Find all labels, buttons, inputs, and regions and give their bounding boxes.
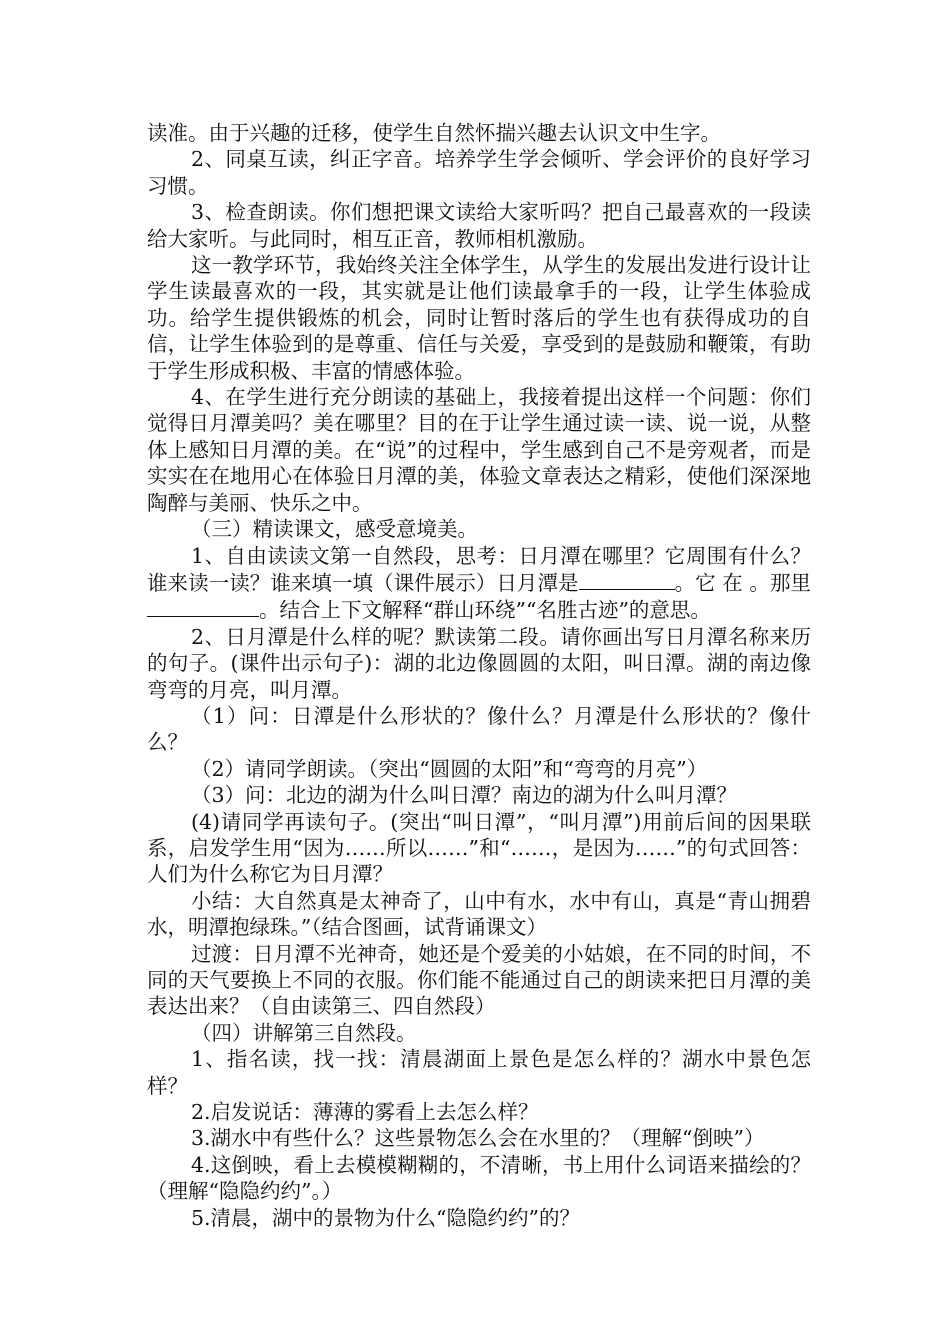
paragraph: 小结：大自然真是太神奇了，山中有水，水中有山，真是“青山拥碧水，明潭抱绿珠。”（结合图画，试背诵课文）: [147, 888, 811, 940]
paragraph: （2）请同学朗读。（突出“圆圆的太阳”和“弯弯的月亮”）: [191, 756, 708, 781]
section-heading: （四）讲解第三自然段。: [191, 1020, 417, 1045]
paragraph: （3）问：北边的湖为什么叫日潭？南边的湖为什么叫月潭？: [191, 783, 738, 808]
fill-text-2: 。它 在 。那里: [674, 570, 811, 595]
paragraph: 5.清晨，湖中的景物为什么“隐隐约约”的？: [191, 1205, 581, 1230]
section-heading: （三）精读课文，感受意境美。: [191, 517, 478, 542]
fill-blank: [147, 596, 259, 617]
paragraph: 2、日月潭是什么样的呢？默读第二段。请你画出写日月潭名称来历的句子。(课件出示句子)：湖的北边像圆圆的太阳，叫日潭。湖的南边像弯弯的月亮，叫月潭。: [147, 624, 811, 702]
fill-in-paragraph: [147, 543, 811, 624]
fill-text-1: 1、自由读读文第一自然段，思考：日月潭在哪里？它周围有什么？谁来读一读？谁来填一填（课件展示）日月潭是: [147, 543, 811, 595]
paragraph: 这一教学环节，我始终关注全体学生，从学生的发展出发进行设计让学生读最喜欢的一段，其实就是让他们读最拿手的一段，让学生体验成功。给学生提供锻炼的机会，同时让暂时落后的学生也有获得成功的自信，让学生体验到的是尊重、信任与关爱，享受到的是鼓励和鞭策，有助于学生形成积极、丰富的情感体验。: [147, 253, 811, 383]
paragraph: 4.这倒映，看上去模模糊糊的，不清晰，书上用什么词语来描绘的？（理解“隐隐约约”。）: [147, 1152, 811, 1204]
fill-blank: [579, 569, 675, 590]
paragraph: 1、指名读，找一找：清晨湖面上景色是怎么样的？湖水中景色怎样？: [147, 1047, 811, 1098]
paragraph: 2、同桌互读，纠正字音。培养学生学会倾听、学会评价的良好学习习惯。: [147, 147, 811, 198]
paragraph: 4、在学生进行充分朗读的基础上，我接着提出这样一个问题：你们觉得日月潭美吗？美在哪里？目的在于让学生通过读一读、说一说，从整体上感知日月潭的美。在“说”的过程中，学生感到自己不是旁观者，而是实实在在地用心在体验日月潭的美，体验文章表达之精彩，使他们深深地陶醉与美丽、快乐之中。: [147, 385, 811, 515]
document-page: [147, 120, 811, 1231]
fill-text-3: 。结合上下文解释“群山环绕”“名胜古迹”的意思。: [259, 598, 711, 623]
paragraph: 读准。由于兴趣的迁移，使学生自然怀揣兴趣去认识文中生字。: [147, 121, 721, 145]
paragraph: 过渡：日月潭不光神奇，她还是个爱美的小姑娘，在不同的时间，不同的天气要换上不同的衣服。你们能不能通过自己的朗读来把日月潭的美表达出来？（自由读第三、四自然段）: [147, 941, 811, 1019]
paragraph: 3.湖水中有些什么？这些景物怎么会在水里的？（理解“倒映”）: [191, 1126, 765, 1151]
paragraph: 2.启发说话：薄薄的雾看上去怎么样？: [191, 1100, 539, 1125]
paragraph: (4)请同学再读句子。(突出“叫日潭”，“叫月潭”)用前后间的因果联系，启发学生用“因为……所以……”和“……，是因为……”的句式回答：人们为什么称它为日月潭？: [147, 809, 811, 887]
paragraph: （1）问：日潭是什么形状的？像什么？月潭是什么形状的？像什么？: [147, 703, 811, 755]
paragraph: 3、检查朗读。你们想把课文读给大家听吗？把自己最喜欢的一段读给大家听。与此同时，相互正音，教师相机激励。: [147, 200, 811, 251]
